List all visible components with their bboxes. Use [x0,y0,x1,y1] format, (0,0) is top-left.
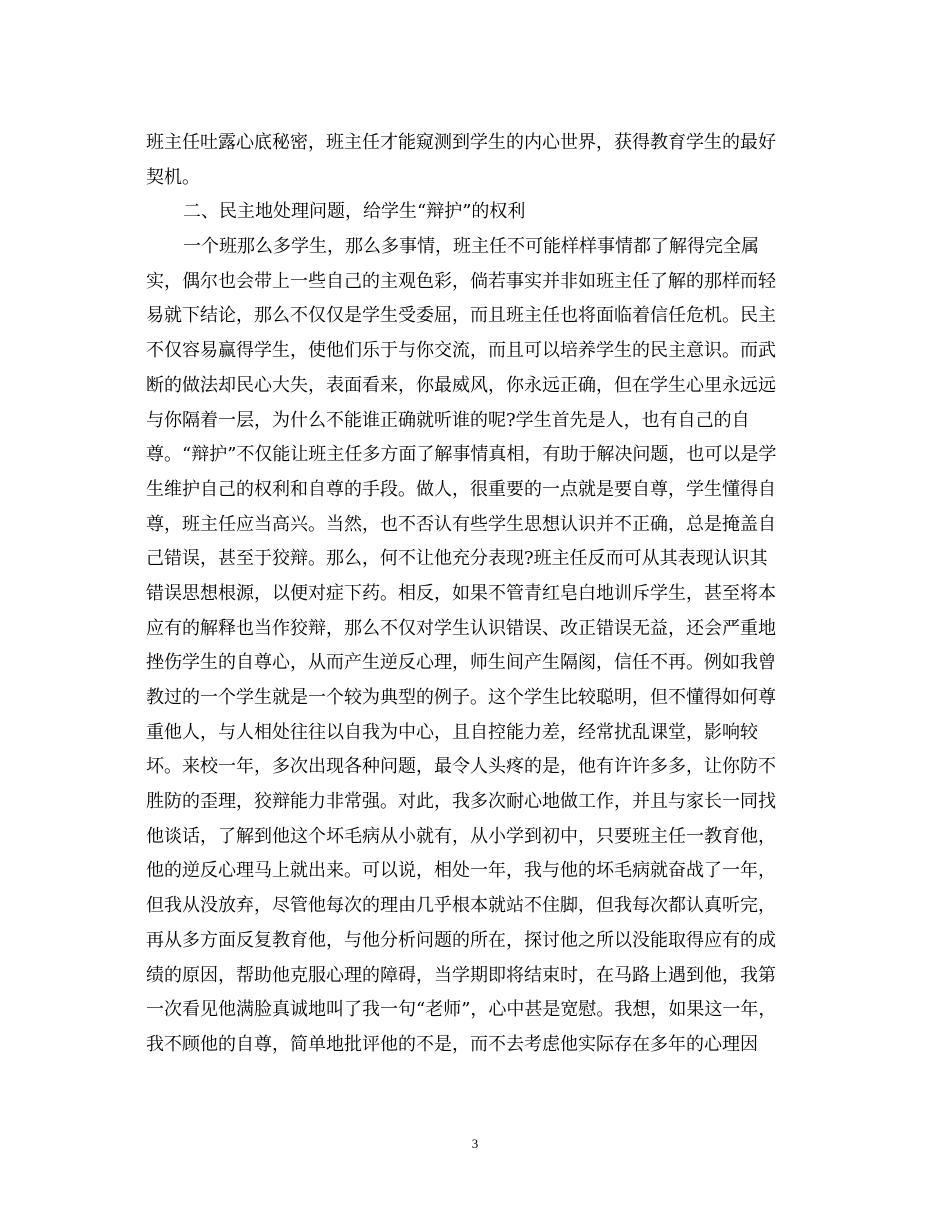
text-line: 挫伤学生的自尊心，从而产生逆反心理，师生间产生隔阂，信任不再。例如我曾 [146,652,776,674]
text-line: 我不顾他的自尊，简单地批评他的不是，而不去考虑他实际存在多年的心理因 [146,1033,758,1055]
text-line: 断的做法却民心大失，表面看来，你最威风，你永远正确，但在学生心里永远远 [146,374,776,396]
text-line: 再从多方面反复教育他，与他分析问题的所在，探讨他之所以没能取得应有的成 [146,929,776,951]
page-number: 3 [471,1136,479,1151]
text-line: 绩的原因，帮助他克服心理的障碍，当学期即将结束时，在马路上遇到他，我第 [146,964,776,986]
text-line: 但我从没放弃，尽管他每次的理由几乎根本就站不住脚，但我每次都认真听完， [146,895,776,917]
text-line: 一个班那么多学生，那么多事情，班主任不可能样样事情都了解得完全属 [183,236,759,258]
text-line: 应有的解释也当作狡辩，那么不仅对学生认识错误、改正错误无益，还会严重地 [146,617,776,639]
text-line: 一次看见他满脸真诚地叫了我一句“老师”，心中甚是宽慰。我想，如果这一年， [146,999,777,1021]
text-line: 错误思想根源，以便对症下药。相反，如果不管青红皂白地训斥学生，甚至将本 [146,582,776,604]
text-line: 尊，班主任应当高兴。当然，也不否认有些学生思想认识并不正确，总是掩盖自 [146,513,776,535]
text-line: 教过的一个学生就是一个较为典型的例子。这个学生比较聪明，但不懂得如何尊 [146,687,776,708]
text-line: 生维护自己的权利和自尊的手段。做人，很重要的一点就是要自尊，学生懂得自 [146,478,776,500]
text-line: 易就下结论，那么不仅仅是学生受委屈，而且班主任也将面临着信任危机。民主 [146,305,776,327]
text-line: 他谈话，了解到他这个坏毛病从小就有，从小学到初中，只要班主任一教育他， [146,825,776,847]
text-line: 他的逆反心理马上就出来。可以说，相处一年，我与他的坏毛病就奋战了一年， [146,860,776,882]
section-heading: 二、民主地处理问题，给学生“辩护”的权利 [183,201,526,223]
text-line: 契机。 [146,166,200,188]
body-text [146,126,806,1063]
text-line: 与你隔着一层，为什么不能谁正确就听谁的呢?学生首先是人，也有自己的自 [146,409,750,431]
text-line: 不仅容易赢得学生，使他们乐于与你交流，而且可以培养学生的民主意识。而武 [146,340,776,362]
text-line: 尊。“辩护”不仅能让班主任多方面了解事情真相，有助于解决问题，也可以是学 [146,444,777,466]
text-line: 班主任吐露心底秘密，班主任才能窥测到学生的内心世界，获得教育学生的最好 [146,132,776,153]
text-line: 胜防的歪理，狡辩能力非常强。对此，我多次耐心地做工作，并且与家长一同找 [146,791,776,813]
text-line: 己错误，甚至于狡辩。那么，何不让他充分表现?班主任反而可从其表现认识其 [146,548,768,570]
text-line: 实，偶尔也会带上一些自己的主观色彩，倘若事实并非如班主任了解的那样而轻 [146,270,776,292]
text-line: 重他人，与人相处往往以自我为中心，且自控能力差，经常扰乱课堂，影响较 [146,721,758,743]
text-line: 坏。来校一年，多次出现各种问题，最令人头疼的是，他有许许多多，让你防不 [146,756,776,778]
